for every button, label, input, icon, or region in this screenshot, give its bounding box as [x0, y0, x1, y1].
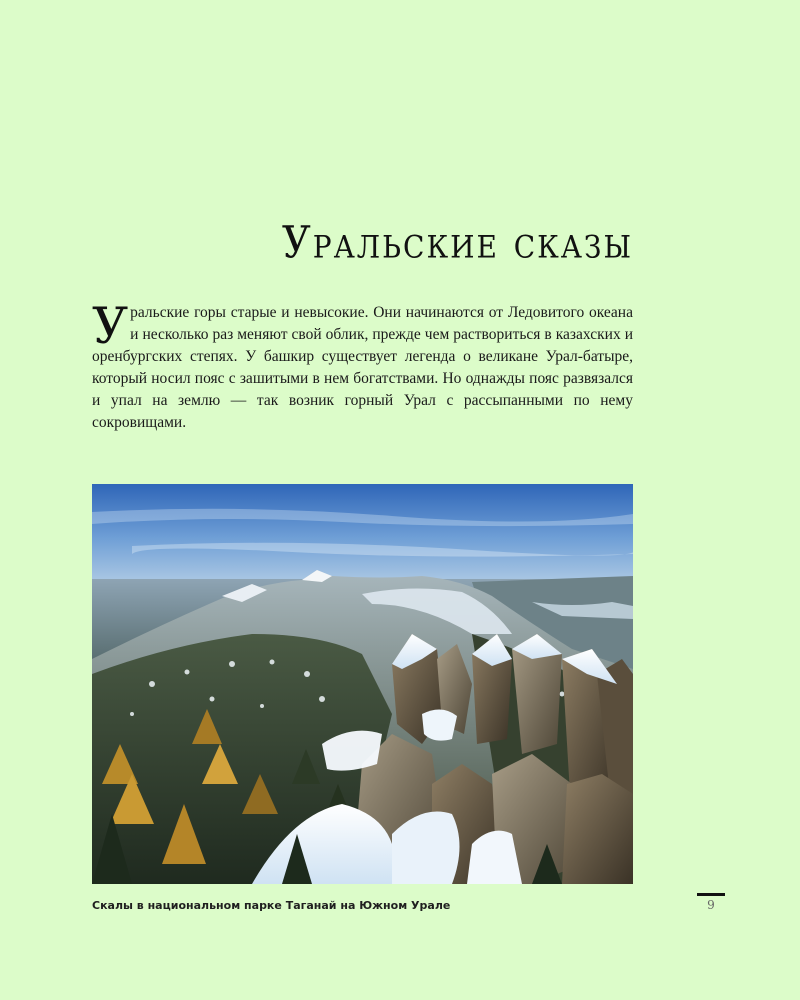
drop-cap: У — [92, 297, 129, 355]
mountain-photo — [92, 484, 633, 884]
intro-paragraph — [92, 297, 633, 434]
chapter-title: Уральские сказы — [281, 217, 633, 269]
photo-illustration — [92, 484, 633, 884]
page-number: 9 — [707, 898, 715, 912]
intro-text: ральские горы старые и невысокие. Они начинаются от Ледовитого океана и несколько раз меняют свой облик, прежде чем раствориться в казахских и оренбургских степях. У башкир существует легенда о великане Урал-батыре, который носил пояс с зашитыми в нем богатствами. Но однажды пояс развязался и упал на землю — так возник горный Урал с рассыпанными по нему сокровищами. — [92, 304, 633, 431]
page-number-rule — [697, 893, 725, 896]
photo-caption: Скалы в национальном парке Таганай на Южном Урале — [92, 899, 451, 912]
